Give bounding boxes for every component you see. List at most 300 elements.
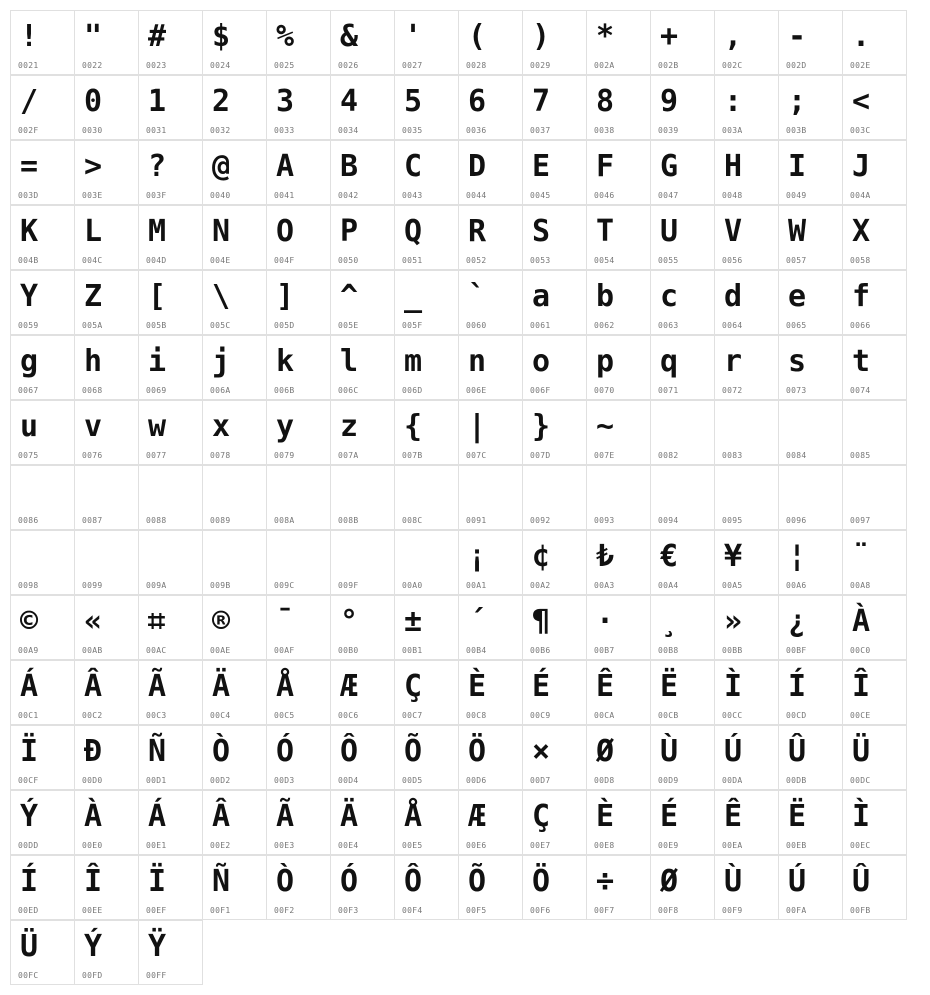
glyph-codepoint: 004D — [146, 256, 167, 265]
glyph-cell — [10, 530, 75, 595]
glyph-char: © — [20, 604, 39, 639]
glyph-cell — [650, 75, 715, 140]
glyph-cell — [202, 465, 267, 530]
glyph-char: u — [20, 409, 39, 444]
glyph-cell — [202, 790, 267, 855]
glyph-cell — [394, 75, 459, 140]
glyph-cell — [522, 10, 587, 75]
glyph-row — [10, 400, 920, 465]
glyph-cell — [842, 270, 907, 335]
glyph-cell — [778, 270, 843, 335]
glyph-cell — [522, 400, 587, 465]
glyph-cell — [586, 400, 651, 465]
glyph-cell — [522, 725, 587, 790]
glyph-codepoint: 007B — [402, 451, 423, 460]
glyph-cell — [138, 595, 203, 660]
glyph-codepoint: 00B6 — [530, 646, 551, 655]
glyph-char: ¢ — [532, 539, 551, 574]
glyph-char: . — [852, 19, 871, 54]
glyph-char: Ý — [20, 799, 39, 834]
glyph-row — [10, 465, 920, 530]
glyph-cell — [10, 400, 75, 465]
glyph-codepoint: 00A3 — [594, 581, 615, 590]
glyph-cell — [842, 140, 907, 205]
glyph-cell — [266, 595, 331, 660]
glyph-codepoint: 00F3 — [338, 906, 359, 915]
glyph-row — [10, 335, 920, 400]
glyph-char: i — [148, 344, 167, 379]
glyph-char: J — [852, 149, 871, 184]
glyph-char: R — [468, 214, 487, 249]
glyph-char: s — [788, 344, 807, 379]
glyph-char: M — [148, 214, 167, 249]
glyph-cell — [778, 595, 843, 660]
glyph-char: ¦ — [788, 539, 807, 574]
glyph-cell — [714, 595, 779, 660]
glyph-codepoint: 00DC — [850, 776, 871, 785]
glyph-codepoint: 00CE — [850, 711, 871, 720]
glyph-char: G — [660, 149, 679, 184]
glyph-char: | — [468, 409, 487, 444]
glyph-codepoint: 0025 — [274, 61, 295, 70]
glyph-codepoint: 002C — [722, 61, 743, 70]
glyph-cell — [522, 75, 587, 140]
glyph-char: Ó — [340, 864, 359, 899]
glyph-codepoint: 00E7 — [530, 841, 551, 850]
glyph-cell — [586, 660, 651, 725]
glyph-cell — [458, 400, 523, 465]
glyph-cell — [458, 595, 523, 660]
glyph-codepoint: 0057 — [786, 256, 807, 265]
glyph-char: Ð — [84, 734, 103, 769]
glyph-char: L — [84, 214, 103, 249]
glyph-codepoint: 00C7 — [402, 711, 423, 720]
glyph-cell — [394, 270, 459, 335]
glyph-cell — [266, 725, 331, 790]
glyph-char: 0 — [84, 84, 103, 119]
glyph-codepoint: 00D8 — [594, 776, 615, 785]
glyph-cell — [202, 530, 267, 595]
glyph-cell — [74, 270, 139, 335]
glyph-codepoint: 0060 — [466, 321, 487, 330]
glyph-cell — [138, 530, 203, 595]
glyph-char: 7 — [532, 84, 551, 119]
glyph-codepoint: 0070 — [594, 386, 615, 395]
glyph-codepoint: 0072 — [722, 386, 743, 395]
glyph-char: Ø — [596, 734, 615, 769]
glyph-codepoint: 0063 — [658, 321, 679, 330]
glyph-codepoint: 0067 — [18, 386, 39, 395]
glyph-cell — [778, 660, 843, 725]
glyph-codepoint: 003A — [722, 126, 743, 135]
glyph-char: ' — [404, 19, 423, 54]
glyph-codepoint: 00E3 — [274, 841, 295, 850]
glyph-cell — [74, 595, 139, 660]
glyph-char: ° — [340, 604, 359, 639]
glyph-codepoint: 00C2 — [82, 711, 103, 720]
glyph-codepoint: 00C5 — [274, 711, 295, 720]
glyph-cell — [842, 400, 907, 465]
glyph-codepoint: 0036 — [466, 126, 487, 135]
glyph-codepoint: 006C — [338, 386, 359, 395]
glyph-cell — [74, 75, 139, 140]
glyph-char: V — [724, 214, 743, 249]
glyph-char: ₺ — [596, 539, 615, 574]
glyph-char: Á — [148, 799, 167, 834]
glyph-codepoint: 0088 — [146, 516, 167, 525]
glyph-cell — [10, 725, 75, 790]
glyph-codepoint: 00EB — [786, 841, 807, 850]
glyph-cell — [714, 530, 779, 595]
glyph-cell — [842, 855, 907, 920]
glyph-char: v — [84, 409, 103, 444]
glyph-codepoint: 00CA — [594, 711, 615, 720]
glyph-codepoint: 00D0 — [82, 776, 103, 785]
glyph-cell — [586, 140, 651, 205]
glyph-codepoint: 0089 — [210, 516, 231, 525]
glyph-row — [10, 270, 920, 335]
glyph-char: « — [84, 604, 103, 639]
glyph-codepoint: 00EF — [146, 906, 167, 915]
glyph-cell — [586, 270, 651, 335]
glyph-codepoint: 00AE — [210, 646, 231, 655]
glyph-char: Ã — [276, 799, 295, 834]
glyph-codepoint: 00DB — [786, 776, 807, 785]
glyph-char: D — [468, 149, 487, 184]
glyph-cell — [714, 790, 779, 855]
glyph-char: , — [724, 19, 743, 54]
glyph-cell — [650, 660, 715, 725]
glyph-char: : — [724, 84, 743, 119]
glyph-char: y — [276, 409, 295, 444]
glyph-cell — [266, 335, 331, 400]
glyph-codepoint: 00DA — [722, 776, 743, 785]
glyph-cell — [138, 660, 203, 725]
glyph-char: Û — [788, 734, 807, 769]
glyph-codepoint: 0071 — [658, 386, 679, 395]
glyph-char: Ù — [660, 734, 679, 769]
glyph-char: a — [532, 279, 551, 314]
glyph-cell — [266, 75, 331, 140]
glyph-cell — [778, 75, 843, 140]
glyph-codepoint: 0065 — [786, 321, 807, 330]
glyph-char: 2 — [212, 84, 231, 119]
glyph-char: Q — [404, 214, 423, 249]
glyph-codepoint: 006E — [466, 386, 487, 395]
glyph-cell — [394, 205, 459, 270]
glyph-codepoint: 00F4 — [402, 906, 423, 915]
glyph-cell — [714, 400, 779, 465]
glyph-char: W — [788, 214, 807, 249]
glyph-cell — [778, 140, 843, 205]
glyph-char: & — [340, 19, 359, 54]
glyph-char: Ò — [276, 864, 295, 899]
glyph-cell — [522, 530, 587, 595]
glyph-codepoint: 0096 — [786, 516, 807, 525]
glyph-codepoint: 0031 — [146, 126, 167, 135]
glyph-char: X — [852, 214, 871, 249]
glyph-char: - — [788, 19, 807, 54]
glyph-codepoint: 009B — [210, 581, 231, 590]
glyph-char: w — [148, 409, 167, 444]
glyph-char: % — [276, 19, 295, 54]
glyph-cell — [586, 10, 651, 75]
glyph-char: Ø — [660, 864, 679, 899]
glyph-codepoint: 00D6 — [466, 776, 487, 785]
glyph-cell — [458, 140, 523, 205]
glyph-char: f — [852, 279, 871, 314]
glyph-char: Ö — [468, 734, 487, 769]
glyph-cell — [394, 465, 459, 530]
glyph-codepoint: 0039 — [658, 126, 679, 135]
glyph-codepoint: 002B — [658, 61, 679, 70]
glyph-codepoint: 00D2 — [210, 776, 231, 785]
glyph-codepoint: 0026 — [338, 61, 359, 70]
glyph-codepoint: 00CF — [18, 776, 39, 785]
glyph-codepoint: 0055 — [658, 256, 679, 265]
glyph-char: Õ — [468, 864, 487, 899]
glyph-codepoint: 00C3 — [146, 711, 167, 720]
glyph-codepoint: 00B4 — [466, 646, 487, 655]
glyph-codepoint: 0030 — [82, 126, 103, 135]
glyph-cell — [778, 400, 843, 465]
glyph-codepoint: 0066 — [850, 321, 871, 330]
glyph-codepoint: 00CB — [658, 711, 679, 720]
glyph-codepoint: 00AB — [82, 646, 103, 655]
glyph-char: t — [852, 344, 871, 379]
glyph-char: " — [84, 19, 103, 54]
glyph-cell — [586, 205, 651, 270]
glyph-char: > — [84, 149, 103, 184]
glyph-char: # — [148, 19, 167, 54]
glyph-codepoint: 004C — [82, 256, 103, 265]
glyph-cell — [266, 270, 331, 335]
glyph-char: É — [532, 669, 551, 704]
glyph-char: N — [212, 214, 231, 249]
glyph-codepoint: 0037 — [530, 126, 551, 135]
glyph-codepoint: 00D5 — [402, 776, 423, 785]
glyph-cell — [202, 855, 267, 920]
glyph-codepoint: 0069 — [146, 386, 167, 395]
glyph-char: ¡ — [468, 539, 487, 574]
glyph-cell — [394, 790, 459, 855]
glyph-row — [10, 920, 920, 985]
glyph-char: × — [532, 734, 551, 769]
glyph-char: @ — [212, 149, 231, 184]
glyph-char: Ã — [148, 669, 167, 704]
glyph-cell — [586, 465, 651, 530]
glyph-cell — [650, 400, 715, 465]
glyph-char: m — [404, 344, 423, 379]
glyph-cell — [394, 335, 459, 400]
glyph-cell — [74, 660, 139, 725]
glyph-codepoint: 00F2 — [274, 906, 295, 915]
glyph-codepoint: 004B — [18, 256, 39, 265]
glyph-char: l — [340, 344, 359, 379]
glyph-codepoint: 0087 — [82, 516, 103, 525]
glyph-codepoint: 005A — [82, 321, 103, 330]
glyph-cell — [842, 205, 907, 270]
glyph-codepoint: 0091 — [466, 516, 487, 525]
glyph-codepoint: 0082 — [658, 451, 679, 460]
glyph-codepoint: 0061 — [530, 321, 551, 330]
glyph-cell — [650, 10, 715, 75]
glyph-char: Ê — [596, 669, 615, 704]
glyph-cell — [842, 790, 907, 855]
glyph-char: / — [20, 84, 39, 119]
glyph-cell — [458, 725, 523, 790]
glyph-char: p — [596, 344, 615, 379]
glyph-codepoint: 0092 — [530, 516, 551, 525]
glyph-char: C — [404, 149, 423, 184]
glyph-cell — [266, 400, 331, 465]
glyph-codepoint: 00E0 — [82, 841, 103, 850]
glyph-cell — [522, 270, 587, 335]
glyph-codepoint: 0029 — [530, 61, 551, 70]
glyph-char: Ô — [404, 864, 423, 899]
glyph-cell — [74, 920, 139, 985]
glyph-cell — [586, 855, 651, 920]
glyph-char: À — [852, 604, 871, 639]
glyph-codepoint: 0079 — [274, 451, 295, 460]
glyph-codepoint: 00FC — [18, 971, 39, 980]
glyph-codepoint: 0086 — [18, 516, 39, 525]
glyph-cell — [394, 660, 459, 725]
glyph-char: Æ — [468, 799, 487, 834]
glyph-cell — [138, 140, 203, 205]
glyph-codepoint: 0054 — [594, 256, 615, 265]
glyph-cell — [10, 855, 75, 920]
glyph-cell — [522, 855, 587, 920]
glyph-codepoint: 007E — [594, 451, 615, 460]
glyph-char: Z — [84, 279, 103, 314]
glyph-cell — [10, 660, 75, 725]
glyph-codepoint: 00E5 — [402, 841, 423, 850]
glyph-char: Ö — [532, 864, 551, 899]
glyph-cell — [330, 530, 395, 595]
glyph-codepoint: 0064 — [722, 321, 743, 330]
glyph-row — [10, 790, 920, 855]
glyph-char: } — [532, 409, 551, 444]
glyph-char: [ — [148, 279, 167, 314]
glyph-cell — [74, 790, 139, 855]
glyph-char: Ë — [788, 799, 807, 834]
glyph-row — [10, 205, 920, 270]
glyph-codepoint: 003E — [82, 191, 103, 200]
glyph-char: Ú — [788, 864, 807, 899]
glyph-cell — [842, 530, 907, 595]
glyph-cell — [138, 10, 203, 75]
glyph-codepoint: 0095 — [722, 516, 743, 525]
glyph-cell — [778, 205, 843, 270]
glyph-cell — [394, 10, 459, 75]
glyph-codepoint: 00F5 — [466, 906, 487, 915]
glyph-cell — [266, 10, 331, 75]
glyph-codepoint: 0049 — [786, 191, 807, 200]
glyph-codepoint: 00F9 — [722, 906, 743, 915]
glyph-char: Î — [84, 864, 103, 899]
glyph-char: = — [20, 149, 39, 184]
glyph-char: d — [724, 279, 743, 314]
glyph-cell — [202, 140, 267, 205]
glyph-codepoint: 0099 — [82, 581, 103, 590]
glyph-codepoint: 00F1 — [210, 906, 231, 915]
glyph-char: É — [660, 799, 679, 834]
glyph-codepoint: 00EC — [850, 841, 871, 850]
glyph-cell — [778, 10, 843, 75]
glyph-row — [10, 855, 920, 920]
glyph-cell — [330, 205, 395, 270]
glyph-char: K — [20, 214, 39, 249]
glyph-char: 9 — [660, 84, 679, 119]
glyph-codepoint: 0075 — [18, 451, 39, 460]
glyph-codepoint: 00DD — [18, 841, 39, 850]
glyph-cell — [650, 855, 715, 920]
glyph-cell — [10, 465, 75, 530]
glyph-cell — [266, 465, 331, 530]
glyph-codepoint: 007C — [466, 451, 487, 460]
glyph-cell — [138, 75, 203, 140]
glyph-cell — [138, 920, 203, 985]
glyph-codepoint: 009C — [274, 581, 295, 590]
glyph-cell — [586, 595, 651, 660]
glyph-codepoint: 00A6 — [786, 581, 807, 590]
glyph-codepoint: 00F8 — [658, 906, 679, 915]
glyph-cell — [138, 855, 203, 920]
glyph-cell — [74, 855, 139, 920]
glyph-char: ¨ — [852, 539, 871, 574]
glyph-char: ` — [468, 279, 487, 314]
glyph-char: Ê — [724, 799, 743, 834]
glyph-cell — [266, 530, 331, 595]
glyph-codepoint: 00FF — [146, 971, 167, 980]
glyph-cell — [330, 10, 395, 75]
glyph-cell — [330, 400, 395, 465]
glyph-cell — [10, 205, 75, 270]
glyph-row — [10, 75, 920, 140]
glyph-cell — [202, 75, 267, 140]
glyph-codepoint: 0043 — [402, 191, 423, 200]
glyph-char: ^ — [340, 279, 359, 314]
glyph-codepoint: 005F — [402, 321, 423, 330]
glyph-char: ? — [148, 149, 167, 184]
glyph-codepoint: 009A — [146, 581, 167, 590]
glyph-char: ; — [788, 84, 807, 119]
glyph-char: · — [596, 604, 615, 639]
glyph-cell — [202, 595, 267, 660]
glyph-char: Ó — [276, 734, 295, 769]
glyph-char: o — [532, 344, 551, 379]
glyph-cell — [74, 725, 139, 790]
glyph-cell — [202, 660, 267, 725]
glyph-codepoint: 00F7 — [594, 906, 615, 915]
glyph-codepoint: 006A — [210, 386, 231, 395]
glyph-char: Y — [20, 279, 39, 314]
glyph-char: Á — [20, 669, 39, 704]
glyph-row — [10, 140, 920, 205]
glyph-cell — [394, 725, 459, 790]
glyph-cell — [458, 530, 523, 595]
glyph-cell — [522, 465, 587, 530]
glyph-char: Â — [84, 669, 103, 704]
glyph-codepoint: 0059 — [18, 321, 39, 330]
glyph-char: A — [276, 149, 295, 184]
glyph-cell — [650, 790, 715, 855]
glyph-char: Ÿ — [148, 929, 167, 964]
glyph-cell — [458, 660, 523, 725]
glyph-cell — [586, 530, 651, 595]
glyph-cell — [330, 465, 395, 530]
